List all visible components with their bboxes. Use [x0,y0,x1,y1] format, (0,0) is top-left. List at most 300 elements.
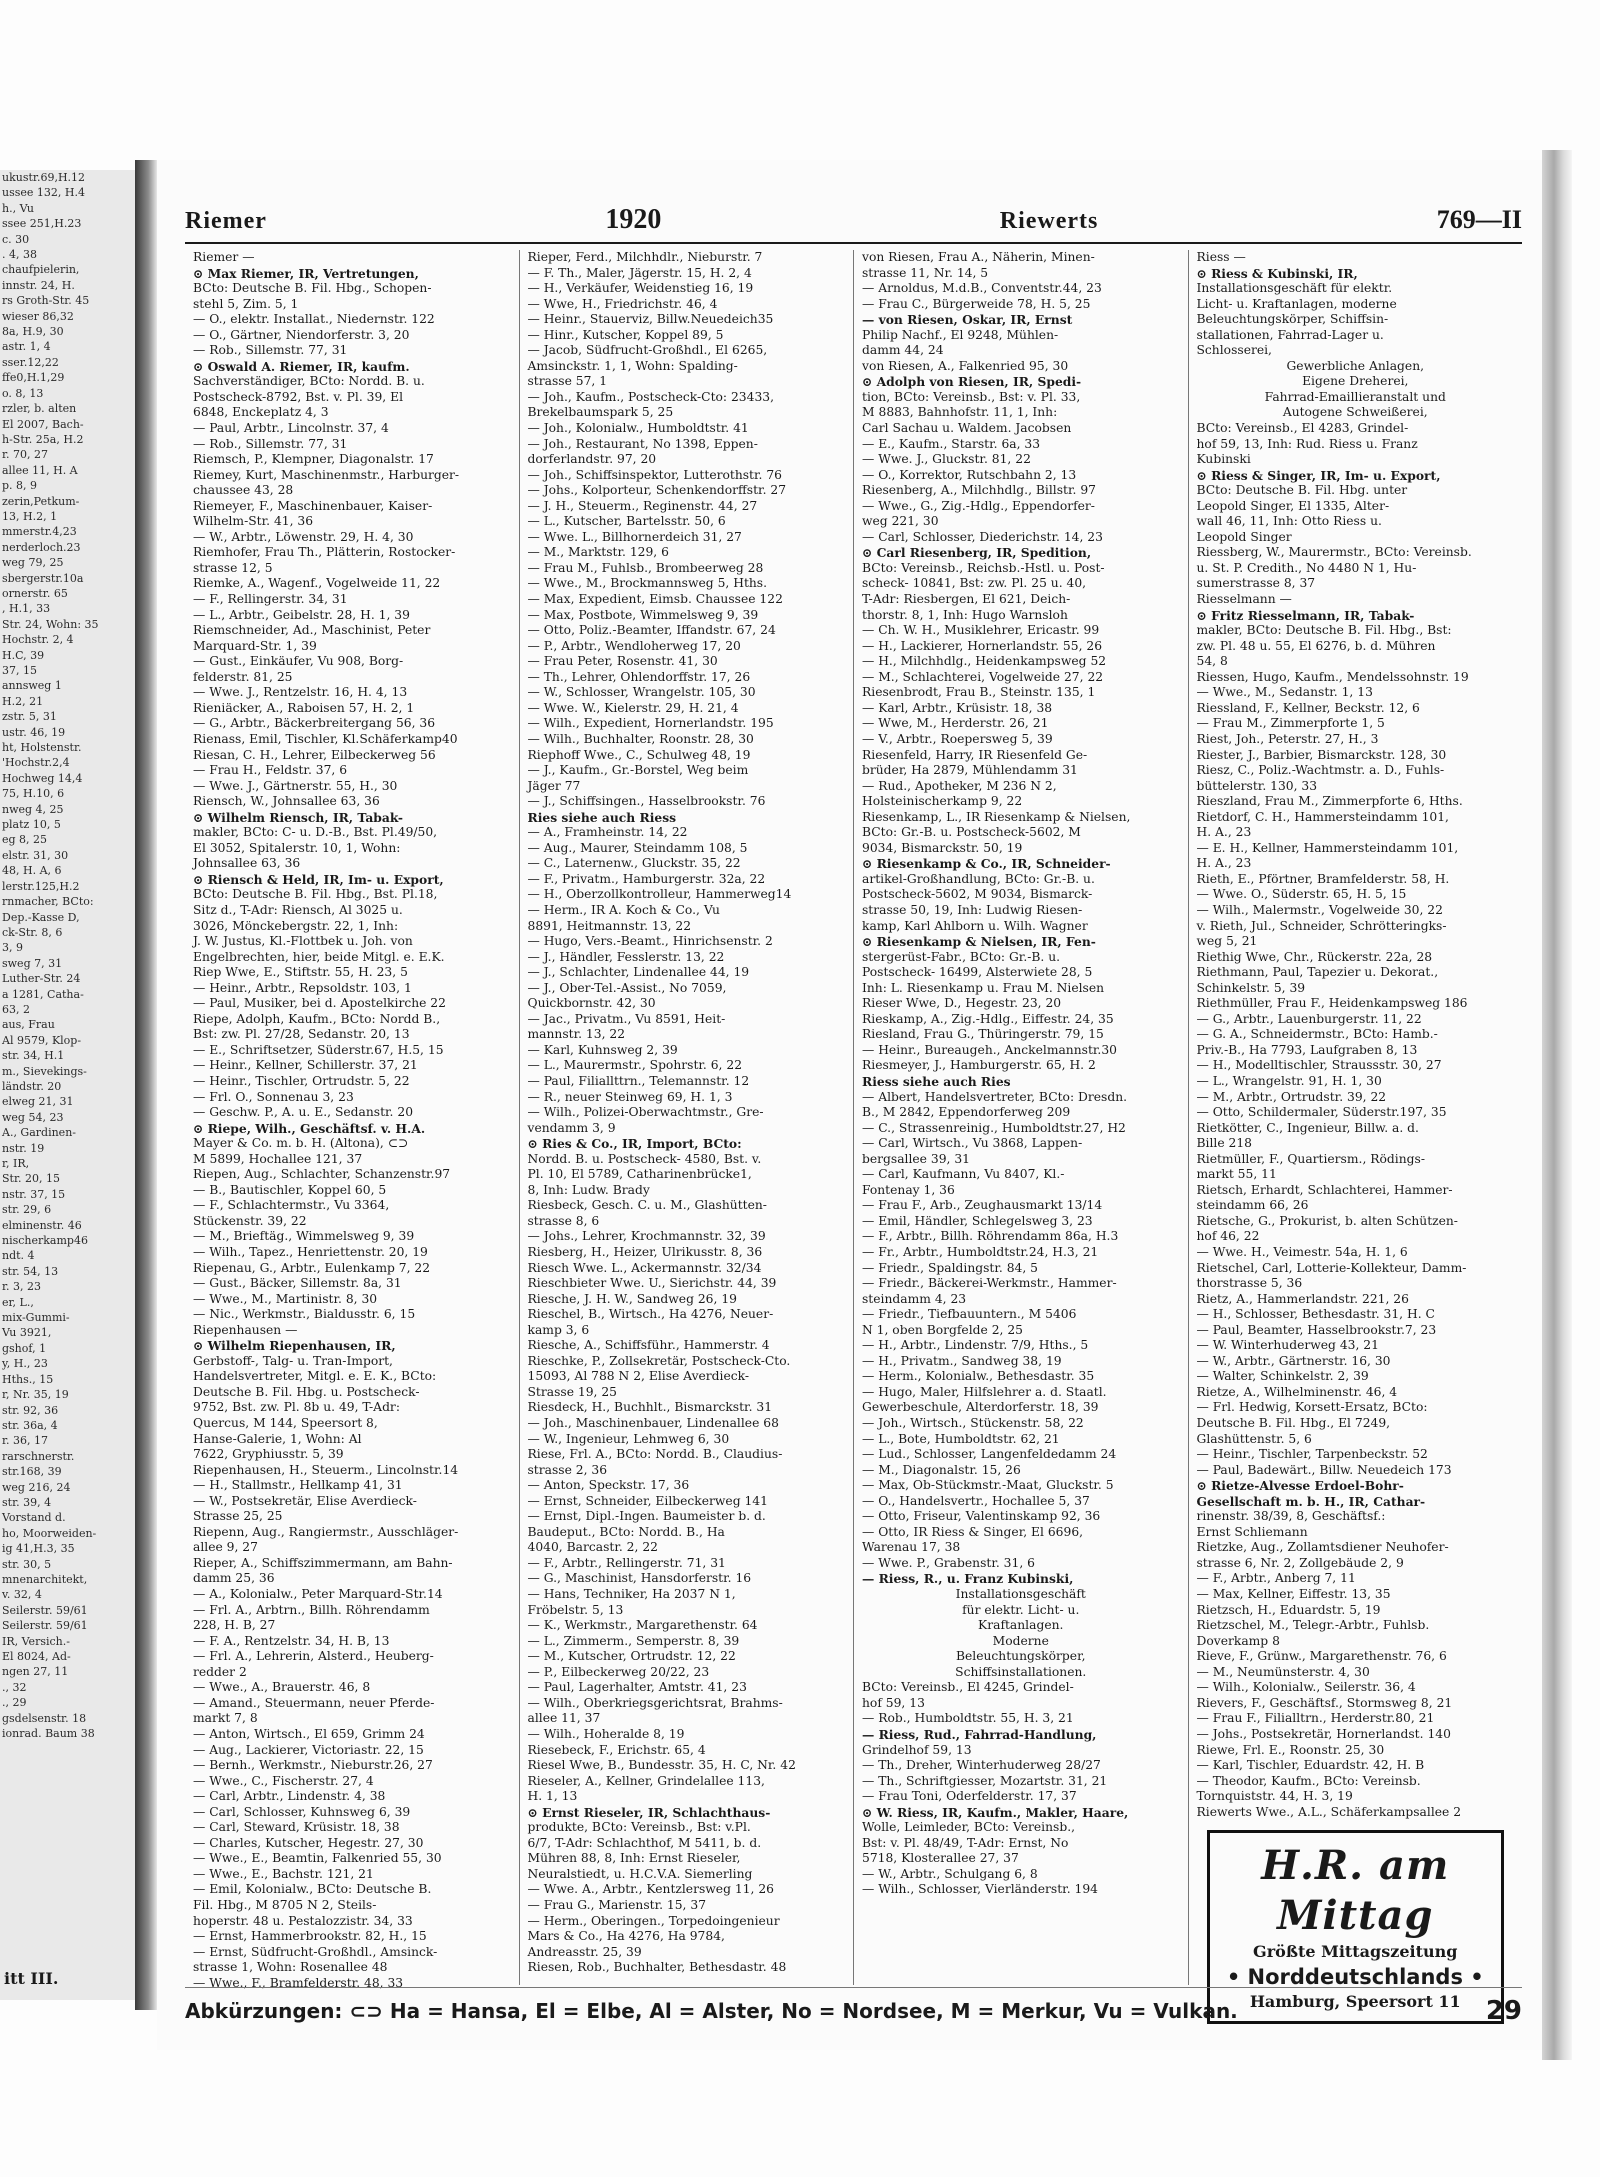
directory-entry: — Anton, Wirtsch., El 659, Grimm 24 [193,1726,425,1741]
directory-entry: — Friedr., Spaldingstr. 84, 5 [862,1260,1038,1275]
left-page-line: ornerstr. 65 [2,586,68,600]
directory-entry: — H., Lackierer, Hornerlandstr. 55, 26 [862,638,1103,653]
directory-entry: Baudeput., BCto: Nordd. B., Ha [527,1524,725,1539]
directory-entry: — Gust., Bäcker, Sillemstr. 8a, 31 [193,1276,402,1291]
left-page-line: Hochweg 14,4 [2,771,83,785]
directory-entry: — O., Korrektor, Rutschbahn 2, 13 [862,467,1077,482]
directory-entry: — Wwe., E., Beamtin, Falkenried 55, 30 [193,1851,442,1866]
left-page-line: chaufpielerin, [2,263,80,277]
directory-entry: — Albert, Handelsvertreter, BCto: Dresdn. [862,1089,1128,1104]
directory-entry: — Ernst, Südfrucht-Großhdl., Amsinck- [193,1944,438,1959]
header-page-code: 769—II [1436,205,1522,234]
directory-entry: Andreasstr. 25, 39 [527,1944,642,1959]
directory-entry: — G., Arbtr., Bäckerbreitergang 56, 36 [193,716,436,731]
directory-entry: von Riesen, Frau A., Näherin, Minen- [862,250,1095,264]
left-page-line: h-Str. 25a, H.2 [2,432,84,446]
directory-entry: — Hans, Techniker, Ha 2037 N 1, [527,1587,736,1602]
directory-entry: Riepenhausen — [193,1322,298,1337]
directory-entry: Rietzke, Aug., Zollamtsdiener Neuhofer- [1196,1540,1449,1555]
directory-entry: — M., Neumünsterstr. 4, 30 [1196,1664,1370,1679]
directory-entry: — L., Wrangelstr. 91, H. 1, 30 [1196,1073,1382,1088]
directory-entry: — Wwe. H., Veimestr. 54a, H. 1, 6 [1196,1245,1408,1259]
left-page-line: 63, 2 [2,1002,30,1016]
directory-entry: — A., Kolonialw., Peter Marquard-Str.14 [193,1587,443,1602]
directory-entry: — W., Ingenieur, Lehmweg 6, 30 [527,1431,730,1446]
directory-entry: — Wwe. W., Kielerstr. 29, H. 21, 4 [527,700,739,715]
directory-entry: — Otto, Poliz.-Beamter, Iffandstr. 67, 24 [527,623,776,638]
directory-entry: — Riess, R., u. Franz Kubinski, [862,1571,1074,1587]
directory-entry: strasse 1, Wohn: Rosenallee 48 [193,1960,388,1975]
left-page-line: str. 36a, 4 [2,1418,58,1432]
directory-entry: — O., Handelsvertr., Hochallee 5, 37 [862,1493,1090,1508]
directory-entry: — F., Arbtr., Rellingerstr. 71, 31 [527,1555,726,1570]
directory-entry: Beleuchtungskörper, Schiffsin- [1196,312,1389,327]
directory-entry: — Emil, Kolonialw., BCto: Deutsche B. [193,1882,432,1897]
left-page-line: ussee 132, H.4 [2,186,85,200]
left-page-line: wieser 86,32 [2,309,74,323]
directory-entry: Fil. Hbg., M 8705 N 2, Steils- [193,1897,377,1912]
directory-entry: hoperstr. 48 u. Pestalozzistr. 34, 33 [193,1913,413,1928]
directory-entry: 9752, Bst. zw. Pl. 8b u. 49, T-Adr: [193,1400,400,1415]
directory-entry: BCto: Vereinsb., El 4245, Grindel- [862,1680,1074,1695]
directory-entry: — Carl, Wirtsch., Vu 3868, Lappen- [862,1136,1083,1151]
directory-entry: Quercus, M 144, Speersort 8, [193,1416,378,1431]
directory-entry: — Ernst, Dipl.-Ingen. Baumeister b. d. [527,1509,766,1524]
directory-entry: Riesel Wwe, B., Bundesstr. 35, H. C, Nr. 42 [527,1758,796,1773]
directory-entry: rinenstr. 38/39, 8, Geschäftsf.: [1196,1509,1386,1524]
directory-entry: Riesenkamp, L., IR Riesenkamp & Nielsen, [862,809,1131,824]
directory-entry: — Frau F., Arb., Zeughausmarkt 13/14 [862,1198,1103,1213]
ad-line-1: Größte Mittagszeitung [1253,1942,1458,1962]
directory-entry: felderstr. 81, 25 [193,669,293,684]
directory-entry: — O., Gärtner, Niendorferstr. 3, 20 [193,327,410,342]
directory-entry: Riese, Frl. A., BCto: Nordd. B., Claudius- [527,1447,783,1462]
left-page-line: r. 36, 17 [2,1434,49,1448]
directory-entry: strasse 6, Nr. 2, Zollgebäude 2, 9 [1196,1555,1404,1570]
page-footer [185,1987,1522,2028]
directory-entry: — Hinr., Kutscher, Koppel 89, 5 [527,327,724,342]
directory-entry: — Heinr., Tischler, Tarpenbeckstr. 52 [1196,1447,1428,1462]
directory-entry: — F., Arbtr., Anberg 7, 11 [1196,1571,1356,1586]
directory-entry: ⊙ Ries & Co., IR, Import, BCto: [527,1136,742,1152]
left-page-line: sweg 7, 31 [2,956,63,970]
directory-entry: — Wwe, H., Friedrichstr. 46, 4 [527,296,718,311]
directory-entry: Quickbornstr. 42, 30 [527,996,656,1011]
directory-entry: Riemke, A., Wagenf., Vogelweide 11, 22 [193,576,441,591]
left-page-line: nweg 4, 25 [2,802,64,816]
directory-entry: Warenau 17, 38 [862,1540,961,1555]
directory-entry: Riewe, Frl. E., Roonstr. 25, 30 [1196,1742,1385,1757]
directory-entry: — L., Zimmerm., Semperstr. 8, 39 [527,1633,740,1648]
column-4 [1189,250,1523,2012]
directory-entry: Priv.-B., Ha 7793, Laufgraben 8, 13 [1196,1042,1418,1057]
directory-entry: — Hugo, Maler, Hilfslehrer a. d. Staatl. [862,1384,1107,1399]
directory-entry: Postscheck-5602, M 9034, Bismarck- [862,887,1093,902]
directory-entry: — Herm., Oberingen., Torpedoingenieur [527,1913,780,1928]
directory-entry: — Aug., Maurer, Steindamm 108, 5 [527,840,748,855]
left-page-line: weg 79, 25 [2,556,64,570]
book-gutter [135,160,157,2010]
left-page-line: ., 32 [2,1680,27,1694]
left-page-line: a 1281, Catha- [2,987,84,1001]
left-page-line: Seilerstr. 59/61 [2,1619,88,1633]
left-page-line: weg 54, 23 [2,1110,64,1124]
directory-entry: wall 46, 11, Inh: Otto Riess u. [1196,514,1382,529]
directory-entry: Rienass, Emil, Tischler, Kl.Schäferkamp40 [193,731,458,746]
directory-entry: Riepenn, Aug., Rangiermstr., Ausschläger- [193,1524,459,1539]
directory-entry: Rieniäcker, A., Raboisen 57, H. 2, 1 [193,700,415,715]
directory-entry: — A., Framheinstr. 14, 22 [527,825,688,840]
directory-entry: — Wwe., M., Martinistr. 8, 30 [193,1291,378,1306]
directory-entry: — Otto, Friseur, Valentinskamp 92, 36 [862,1509,1101,1524]
directory-entry: stergerüst-Fabr., BCto: Gr.-B. u. [862,949,1061,964]
directory-entry: Rietsch, Erhardt, Schlachterei, Hammer- [1196,1182,1453,1197]
directory-entry: Holsteinischerkamp 9, 22 [862,794,1023,809]
left-page-line: ländstr. 20 [2,1079,62,1093]
directory-entry: — Wwe. J., Rentzelstr. 16, H. 4, 13 [193,685,408,700]
directory-entry: ⊙ Fritz Riesselmann, IR, Tabak- [1196,607,1415,623]
directory-entry: — H., Privatm., Sandweg 38, 19 [862,1353,1062,1368]
directory-entry: Rieschbieter Wwe. U., Sierichstr. 44, 39 [527,1276,777,1291]
left-page-line: Hths., 15 [2,1372,54,1386]
directory-entry: — Geschw. P., A. u. E., Sedanstr. 20 [193,1105,414,1120]
left-page-line: zerin,Petkum- [2,494,80,508]
directory-entry: Rietzsch, H., Eduardstr. 5, 19 [1196,1602,1381,1617]
left-page-line: m., Sievekings- [2,1064,87,1078]
directory-entry: — Th., Schriftgiesser, Mozartstr. 31, 21 [862,1773,1108,1788]
page-number: 29 [1485,1996,1522,2026]
directory-entry: — Frau C., Bürgerweide 78, H. 5, 25 [862,296,1091,311]
directory-entry: Wilhelm-Str. 41, 36 [193,514,314,529]
directory-entry: 54, 8 [1196,654,1228,669]
directory-entry: Riepen, Aug., Schlachter, Schanzenstr.97 [193,1167,451,1182]
directory-entry: Riesebeck, F., Erichstr. 65, 4 [527,1742,706,1757]
directory-entry: — Wilh., Hoheralde 8, 19 [527,1726,685,1741]
directory-entry: Riester, J., Barbier, Bismarckstr. 128, 30 [1196,747,1447,762]
left-page-line: rnmacher, BCto: [2,895,94,909]
directory-entry: — Carl, Schlosser, Kuhnsweg 6, 39 [193,1804,411,1819]
directory-entry: — Karl, Arbtr., Krüsistr. 18, 38 [862,700,1053,715]
running-header [185,204,1522,234]
directory-entry: Schinkelstr. 5, 39 [1196,980,1306,995]
directory-entry: — Carl, Schlosser, Diederichstr. 14, 23 [862,529,1103,544]
ad-line-3: Hamburg, Speersort 11 [1249,1992,1461,2012]
directory-entry: steindamm 66, 26 [1196,1198,1309,1213]
directory-entry: — Wwe., A., Brauerstr. 46, 8 [193,1680,371,1695]
directory-entry: Riessen, Hugo, Kaufm., Mendelssohnstr. 19 [1196,669,1469,684]
directory-entry: — Paul, Filiallttrn., Telemannstr. 12 [527,1073,750,1088]
left-page-line: ionrad. Baum 38 [2,1727,95,1741]
directory-entry: v. Rieth, Jul., Schneider, Schrötteringks- [1196,918,1447,933]
directory-entry: BCto: Deutsche B. Fil. Hbg., Bst. Pl.18, [193,887,438,902]
directory-entry: Riesenbrodt, Frau B., Steinstr. 135, 1 [862,685,1096,700]
directory-entry: — Walter, Schinkelstr. 2, 39 [1196,1369,1369,1384]
directory-entry: für elektr. Licht- u. [962,1602,1080,1617]
header-year: 1920 [605,204,662,235]
directory-entry: Brekelbaumspark 5, 25 [527,405,674,420]
page-edge [1542,150,1572,2060]
directory-entry: — J., Kaufm., Gr.-Borstel, Weg beim [527,763,749,778]
directory-entry: Rieper, A., Schiffszimmermann, am Bahn- [193,1555,453,1570]
directory-entry: ⊙ Wilhelm Riensch, IR, Tabak- [193,809,403,825]
left-page-line: ssee 251,H.23 [2,217,82,231]
directory-entry: — Fr., Arbtr., Humboldtstr.24, H.3, 21 [862,1245,1099,1259]
left-page-line: ffe0,H.1,29 [2,371,65,385]
directory-entry: ⊙ Riess & Kubinski, IR, [1196,265,1358,281]
directory-entry: Amsinckstr. 1, 1, Wohn: Spalding- [527,358,738,373]
left-page-line: 3, 9 [2,941,23,955]
directory-entry: — Paul, Lagerhalter, Amtstr. 41, 23 [527,1680,747,1695]
directory-entry: 8891, Heitmannstr. 13, 22 [527,918,692,933]
directory-entry: thorstrasse 5, 36 [1196,1276,1303,1291]
directory-entry: 15093, Al 788 N 2, Elise Averdieck- [527,1369,750,1384]
directory-entry: — J., Schiffsingen., Hasselbrookstr. 76 [527,794,766,809]
directory-entry: Installationsgeschäft für elektr. [1196,281,1393,296]
directory-entry: Riep Wwe, E., Stiftstr. 55, H. 23, 5 [193,965,408,980]
directory-entry: — J., Händler, Fesslerstr. 13, 22 [527,949,725,964]
directory-entry: brüder, Ha 2879, Mühlendamm 31 [862,763,1078,778]
directory-entry: — Herm., Kolonialw., Bethesdastr. 35 [862,1369,1095,1384]
directory-entry: Moderne [992,1633,1049,1648]
directory-entry: Rieser Wwe, D., Hegestr. 23, 20 [862,996,1062,1011]
directory-entry: Fröbelstr. 5, 13 [527,1602,624,1617]
directory-entry: — W., Arbtr., Schulgang 6, 8 [862,1866,1038,1881]
directory-entry: Tornquiststr. 44, H. 3, 19 [1196,1789,1353,1804]
directory-entry: — Frau Peter, Rosenstr. 41, 30 [527,654,718,669]
directory-entry: — Wwe., M., Brockmannsweg 5, Hths. [527,576,768,591]
directory-entry: — Joh., Schiffsinspektor, Lutterothstr. 76 [527,467,782,482]
directory-entry: büttelerstr. 130, 33 [1196,778,1318,793]
directory-entry: strasse 2, 36 [527,1462,608,1477]
left-page-line: mmerstr.4,23 [2,525,77,539]
directory-entry: — Rob., Humboldtstr. 55, H. 3, 21 [862,1711,1074,1726]
directory-entry: — Hugo, Vers.-Beamt., Hinrichsenstr. 2 [527,934,773,949]
directory-entry: Sachverständiger, BCto: Nordd. B. u. [193,374,425,389]
directory-entry: Fahrrad-Emaillieranstalt und [1264,389,1446,404]
directory-entry: Riesmeyer, J., Hamburgerstr. 65, H. 2 [862,1058,1096,1073]
directory-entry: H. 1, 13 [527,1789,578,1804]
left-page-line: nischerkamp46 [2,1234,88,1248]
directory-entry: bergsallee 39, 31 [862,1151,970,1166]
left-page-line: elweg 21, 31 [2,1095,74,1109]
directory-entry: Riesche, A., Schiffsführ., Hammerstr. 4 [527,1338,770,1353]
directory-entry: — F., Privatm., Hamburgerstr. 32a, 22 [527,871,766,886]
directory-entry: — L., Arbtr., Geibelstr. 28, H. 1, 39 [193,607,410,622]
directory-entry: Riesselmann — [1196,592,1292,607]
directory-entry: ⊙ Riepe, Wilh., Geschäftsf. v. H.A. [193,1120,426,1136]
directory-entry: — Herm., IR A. Koch & Co., Vu [527,902,720,917]
directory-entry: makler, BCto: C- u. D.-B., Bst. Pl.49/50, [193,825,438,840]
left-page-line: 8a, H.9, 30 [2,325,64,339]
directory-entry: Gerbstoff-, Talg- u. Tran-Import, [193,1353,393,1368]
directory-entry: Pl. 10, El 5789, Catharinenbrücke1, [527,1167,752,1182]
left-page-line: ustr. 46, 19 [2,725,66,739]
directory-entry: scheck- 10841, Bst: zw. Pl. 25 u. 40, [862,576,1087,591]
left-page-line: sser.12,22 [2,355,59,369]
directory-entry: — G. A., Schneidermstr., BCto: Hamb.- [1196,1027,1438,1042]
left-page-line: annsweg 1 [2,679,62,693]
directory-entry: Rietze, A., Wilhelminenstr. 46, 4 [1196,1384,1398,1399]
directory-entry: 8, Inh: Ludw. Brady [527,1182,650,1197]
directory-entry: Installationsgeschäft [955,1587,1086,1602]
directory-entry: Riesenberg, A., Milchhdlg., Billstr. 97 [862,483,1096,498]
directory-entry: kamp, Karl Ahlborn u. Wilh. Wagner [862,918,1088,933]
directory-entry: — Paul, Musiker, bei d. Apostelkirche 22 [193,996,446,1011]
directory-entry: — Theodor, Kaufm., BCto: Vereinsb. [1196,1773,1421,1788]
directory-entry: strasse 50, 19, Inh: Ludwig Riesen- [862,902,1083,917]
directory-entry: — Wwe. J., Gärtnerstr. 55, H., 30 [193,778,398,793]
left-page-line: r, IR, [2,1157,30,1170]
directory-entry: — H., Milchhdlg., Heidenkampsweg 52 [862,654,1107,669]
left-page-line: nerderloch.23 [2,540,81,554]
left-page-line: str. 29, 6 [2,1203,52,1217]
left-page-line: Luther-Str. 24 [2,972,81,986]
directory-entry: ⊙ W. Riess, IR, Kaufm., Makler, Haare, [862,1804,1129,1820]
directory-entry: — Wilh., Expedient, Hornerlandstr. 195 [527,716,774,731]
left-page-line: v. 32, 4 [2,1588,42,1602]
directory-entry: Hanse-Galerie, 1, Wohn: Al [193,1431,362,1446]
directory-entry: — Wwe. P., Grabenstr. 31, 6 [862,1555,1035,1570]
directory-entry: BCto: Gr.-B. u. Postscheck-5602, M [862,825,1081,840]
directory-entry: — Joh., Kaufm., Postscheck-Cto: 23433, [527,389,774,404]
directory-entry: Wolle, Leimleder, BCto: Vereinsb., [862,1820,1076,1835]
directory-entry: — Friedr., Tiefbauuntern., M 5406 [862,1307,1077,1322]
directory-entry: Rieth, E., Pförtner, Bramfelderstr. 58, H. [1196,871,1450,886]
directory-entry: BCto: Vereinsb., El 4283, Grindel- [1196,421,1409,436]
left-page-line: mnenarchitekt, [2,1572,88,1586]
directory-entry: Bst: v. Pl. 48/49, T-Adr: Ernst, No [862,1835,1069,1850]
directory-entry: Beleuchtungskörper, [955,1649,1086,1664]
directory-entry: — Joh., Kolonialw., Humboldtstr. 41 [527,421,749,436]
directory-entry: — Otto, IR Riess & Singer, El 6696, [862,1524,1084,1539]
directory-entry: — Joh., Restaurant, No 1398, Eppen- [527,436,758,451]
directory-entry: Gesellschaft m. b. H., IR, Cathar- [1196,1493,1426,1509]
directory-entry: — Paul, Arbtr., Lincolnstr. 37, 4 [193,421,389,436]
directory-entry: Riesz, C., Poliz.-Wachtmstr. a. D., Fuhls- [1196,763,1445,778]
directory-entry: — Carl, Kaufmann, Vu 8407, Kl.- [862,1167,1065,1182]
directory-entry: Gewerbeschule, Alterdorferstr. 18, 39 [862,1400,1099,1415]
directory-entry: H. A., 23 [1196,825,1252,840]
directory-entry: produkte, BCto: Vereinsb., Bst: v.Pl. [527,1820,751,1835]
left-page-line: platz 10, 5 [2,818,61,832]
directory-entry: Riemer — [193,250,255,264]
directory-entry: — Wwe. L., Billhornerdeich 31, 27 [527,529,742,544]
directory-entry: ⊙ Wilhelm Riepenhausen, IR, [193,1338,396,1354]
directory-entry: — M., Schlachterei, Vogelweide 27, 22 [862,669,1104,684]
directory-entry: — Emil, Händler, Schlegelsweg 3, 23 [862,1213,1093,1228]
directory-entry: vendamm 3, 9 [527,1120,616,1135]
directory-entry: — Wwe. J., Gluckstr. 81, 22 [862,452,1031,467]
left-page-line: A., Gardinen- [2,1126,76,1140]
directory-entry: — Frau M., Fuhlsb., Brombeerweg 28 [527,560,764,575]
left-page-line: zstr. 5, 31 [2,710,57,724]
directory-entry: Johnsallee 63, 36 [193,856,301,871]
left-page-line: allee 11, H. A [2,463,78,477]
directory-entry: — J., Schlachter, Lindenallee 44, 19 [527,965,750,980]
directory-entry: ⊙ Oswald A. Riemer, IR, kaufm. [193,358,410,374]
directory-entry: — H., Modelltischler, Straussstr. 30, 27 [1196,1058,1442,1073]
left-page-line: 75, H.10, 6 [2,787,65,801]
directory-entry: — Max, Postbote, Wimmelsweg 9, 39 [527,607,759,622]
directory-entry: ⊙ Riess & Singer, IR, Im- u. Export, [1196,467,1441,483]
directory-entry: Riewerts Wwe., A.L., Schäferkampsallee 2 [1196,1804,1462,1819]
directory-entry: Riemeyer, F., Maschinenbauer, Kaiser- [193,498,433,513]
left-page-line: gsdelsenstr. 18 [2,1711,87,1725]
directory-entry: — W., Arbtr., Löwenstr. 29, H. 4, 30 [193,529,414,544]
left-page-footer: itt III. [4,1969,59,1988]
directory-entry: ⊙ Max Riemer, IR, Vertretungen, [193,265,419,281]
left-page-line: r, Nr. 35, 19 [2,1388,69,1402]
directory-entry: — Heinr., Kellner, Schillerstr. 37, 21 [193,1058,418,1073]
directory-entry: 228, H. B, 27 [193,1618,276,1633]
directory-entry: — E., Schriftsetzer, Süderstr.67, H.5, 15 [193,1042,444,1057]
left-page-line: str. 30, 5 [2,1557,52,1571]
directory-entry: ⊙ Riensch & Held, IR, Im- u. Export, [193,871,444,887]
directory-entry: — Frau Toni, Oderfelderstr. 17, 37 [862,1789,1077,1804]
directory-entry: dorferlandstr. 97, 20 [527,452,657,467]
column-3 [854,250,1189,1985]
directory-entry: — Heinr., Arbtr., Repsoldstr. 103, 1 [193,980,412,995]
directory-entry: Postscheck- 16499, Alsterwiete 28, 5 [862,965,1093,980]
left-page-line: str. 39, 4 [2,1495,52,1509]
left-page-line: . 4, 38 [2,248,37,262]
directory-entry: 6848, Enckeplatz 4, 3 [193,405,329,420]
directory-entry: weg 221, 30 [862,514,939,529]
directory-entry: stehl 5, Zim. 5, 1 [193,296,299,311]
directory-entry: allee 9, 27 [193,1540,258,1555]
directory-entry: — Wilh., Polizei-Oberwachtmstr., Gre- [527,1105,764,1120]
directory-entry: Riesch Wwe. L., Ackermannstr. 32/34 [527,1260,762,1275]
directory-entry: Rietschel, Carl, Lotterie-Kollekteur, Damm- [1196,1260,1467,1275]
directory-entry: Schiffsinstallationen. [955,1664,1087,1679]
directory-entry: Riesland, Frau G., Thüringerstr. 79, 15 [862,1027,1104,1042]
left-page-line: Al 9579, Klop- [2,1033,82,1047]
directory-entry: BCto: Vereinsb., Reichsb.-Hstl. u. Post- [862,560,1105,575]
left-page-line: H.C, 39 [2,648,45,662]
directory-entry: mannstr. 13, 22 [527,1027,626,1042]
directory-entry: Sitz d., T-Adr: Riensch, Al 3025 u. [193,902,403,917]
directory-entry: — Th., Dreher, Winterhuderweg 28/27 [862,1758,1101,1773]
directory-entry: — M., Diagonalstr. 15, 26 [862,1462,1021,1477]
directory-entry: — P., Eilbeckerweg 20/22, 23 [527,1664,710,1679]
directory-entry: — Paul, Badewärt., Billw. Neuedeich 173 [1196,1462,1452,1477]
directory-entry: — Wwe., M., Sedanstr. 1, 13 [1196,685,1373,700]
directory-entry: Rietzschel, M., Telegr.-Arbtr., Fuhlsb. [1196,1618,1430,1633]
directory-entry: Riessland, F., Kellner, Beckstr. 12, 6 [1196,700,1420,715]
directory-entry: — W. Winterhuderweg 43, 21 [1196,1338,1379,1353]
directory-entry: Engelbrechten, hier, beide Mitgl. e. E.K. [193,949,445,964]
directory-entry: — Wwe., F., Bramfelderstr. 48, 33 [193,1975,404,1990]
directory-entry: — Max, Kellner, Eiffestr. 13, 35 [1196,1587,1391,1602]
directory-entry: ⊙ Riesenkamp & Nielsen, IR, Fen- [862,934,1096,950]
directory-entry: — Wilh., Oberkriegsgerichtsrat, Brahms- [527,1695,783,1710]
directory-entry: Riemschneider, Ad., Maschinist, Peter [193,623,431,638]
directory-entry: — L., Maurermstr., Spohrstr. 6, 22 [527,1058,743,1073]
directory-entry: Riethig Wwe, Chr., Rückerstr. 22a, 28 [1196,949,1433,964]
directory-entry: — F., Arbtr., Billh. Röhrendamm 86a, H.3 [862,1229,1119,1244]
directory-entry: makler, BCto: Deutsche B. Fil. Hbg., Bst: [1196,623,1452,638]
directory-entry: — Wwe., G., Zig.-Hdlg., Eppendorfer- [862,498,1095,513]
directory-entry: El 3052, Spitalerstr. 10, 1, Wohn: [193,840,401,855]
directory-entry: — O., elektr. Installat., Niedernstr. 122 [193,312,435,327]
left-page-line: str. 34, H.1 [2,1049,65,1063]
left-page-line: Dep.-Kasse D, [2,910,80,924]
directory-entry: — F., Rellingerstr. 34, 31 [193,592,348,607]
left-page-line: 'Hochstr.2,4 [2,756,70,770]
directory-entry: — Paul, Beamter, Hasselbrookstr.7, 23 [1196,1322,1437,1337]
directory-entry: thorstr. 8, 1, Inh: Hugo Warnsloh [862,607,1068,622]
directory-entry: — Wwe, M., Herderstr. 26, 21 [862,716,1049,731]
